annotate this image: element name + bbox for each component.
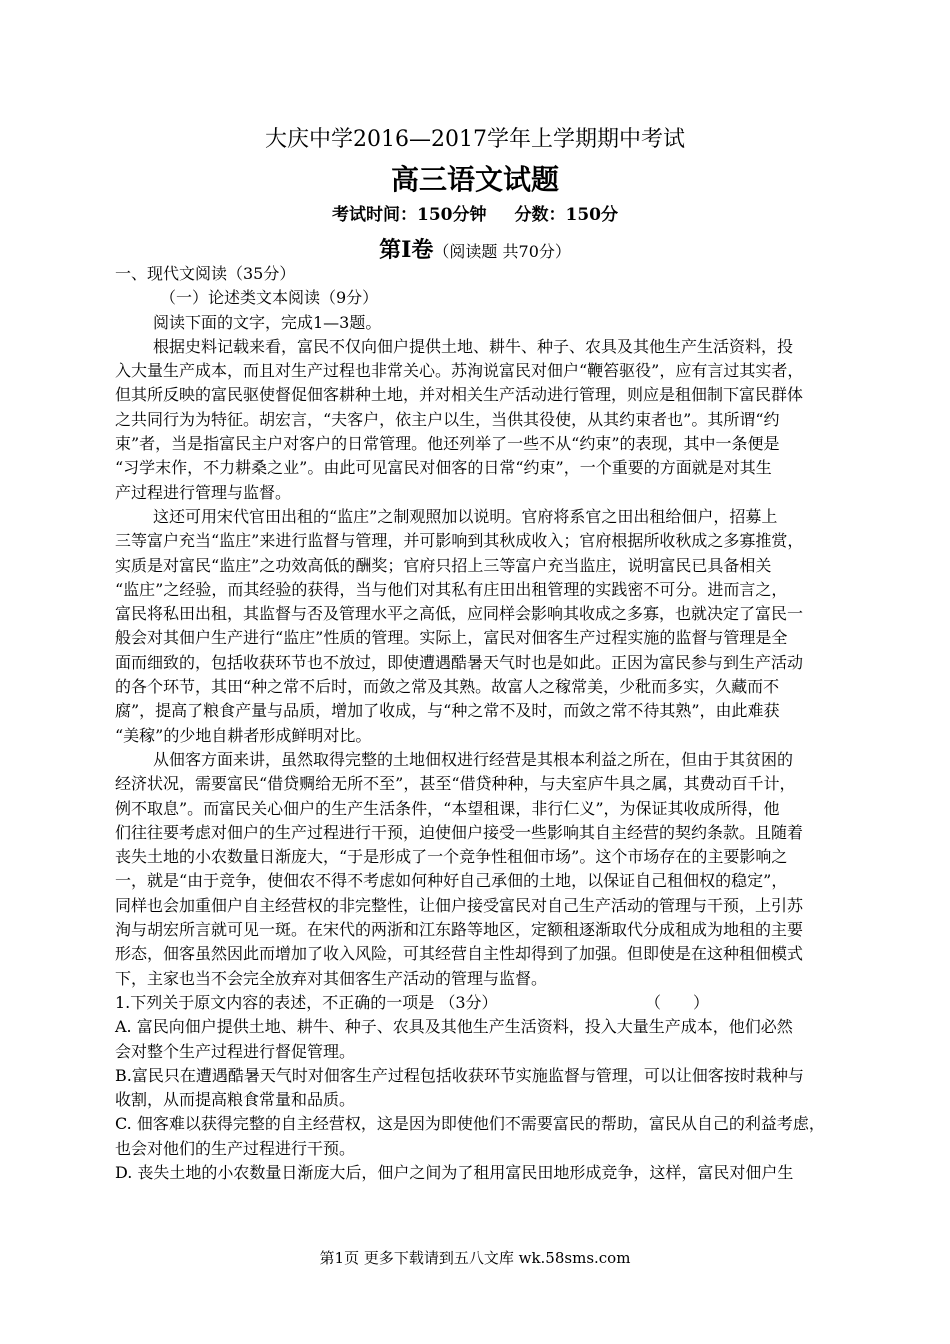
passage-line: 之共同行为为特征。胡宏言，“夫客户，依主户以生，当供其役使，从其约束者也”。其所谓“约 [115,409,780,429]
passage-line: 实质是对富民“监庄”之功效高低的酬奖；官府只招上三等富户充当监庄，说明富民已具备相关 [115,555,772,575]
exam-title: 高三语文试题 [390,163,559,196]
section-heading: 一、现代文阅读（35分） [115,264,296,283]
score-label: 分数：150分 [514,205,618,225]
passage-line: 般会对其佃户生产进行“监庄”性质的管理。实际上，富民对佃客生产过程实施的监督与管理是全 [115,628,788,648]
passage-line: 三等富户充当“监庄”来进行监督与管理，并可影响到其秋成收入；官府根据所收秋成之多寡推赏， [115,531,804,551]
question-1-stem [115,991,845,1015]
passage-line: 一，就是“由于竞争，使佃农不得不考虑如何种好自己承佃的土地，以保证自己租佃权的稳定”， [115,871,788,891]
passage-line: 洵与胡宏所言就可见一斑。在宋代的两浙和江东路等地区，定额租逐渐取代分成租成为地租的主要 [115,920,804,940]
passage-line: 面而细致的，包括收获环节也不放过，即使遭遇酷暑天气时也是如此。正因为富民参与到生产活动 [115,652,804,672]
question-1-text: 1.下列关于原文内容的表述，不正确的一项是 （3分） [115,992,498,1012]
passage-line: 丧失土地的小农数量日渐庞大，“于是形成了一个竞争性租佃市场”。这个市场存在的主要影响之 [115,847,788,867]
passage-line: 们往往要考虑对佃户的生产过程进行干预，迫使佃户接受一些影响其自主经营的契约条款。且随着 [115,822,804,842]
passage-line: 例不取息”。而富民关心佃户的生产生活条件，“本望租课，非行仁义”，为保证其收成所得，他 [115,798,780,818]
passage-line: 但其所反映的富民驱使督促佃客耕种土地，并对相关生产活动进行管理，则应是租佃制下富民群体 [115,385,804,405]
exam-info [0,200,950,225]
passage-line: “监庄”之经验，而其经验的获得，当与他们对其私有庄田出租管理的实践密不可分。进而言之， [115,579,788,599]
passage-line: 的各个环节，其田“种之常不后时，而敛之常及其熟。故富人之稼常美，少秕而多实，久藏而不 [115,677,780,697]
passage-line: 入大量生产成本，而且对生产过程也非常关心。苏洵说富民对佃户“鞭笞驱役”，应有言过其实者， [115,361,804,381]
passage-line: 经济状况，需要富民“借贷赒给无所不至”，甚至“借贷种种，与夫室庐牛具之属，其费动百千计， [115,774,796,794]
passage-line: 产过程进行管理与监督。 [115,482,292,502]
passage-line: 从佃客方面来讲，虽然取得完整的土地佃权进行经营是其根本利益之所在，但由于其贫困的 [153,749,794,769]
passage-line: 这还可用宋代官田出租的“监庄”之制观照加以说明。官府将系官之田出租给佃户，招募上 [153,506,778,526]
exam-body [115,262,845,1185]
passage-line: 束”者，当是指富民主户对客户的日常管理。他还列举了一些不从“约束”的表现，其中一条便是 [115,434,780,454]
option-c-line: 也会对他们的生产过程进行干预。 [115,1138,356,1158]
volume-sub: （阅读题 共70分） [433,242,571,261]
instruction: 阅读下面的文字，完成1—3题。 [153,312,382,332]
passage-line: 根据史料记载来看，富民不仅向佃户提供土地、耕牛、种子、农具及其他生产生活资料，投 [153,336,794,356]
option-c-line: C. 佃客难以获得完整的自主经营权，这是因为即使他们不需要富民的帮助，富民从自己的利益考虑， [115,1114,825,1134]
option-b-line: B.富民只在遭遇酷暑天气时对佃客生产过程包括收获环节实施监督与管理，可以让佃客按时栽种与 [115,1065,804,1085]
passage-line: 同样也会加重佃户自主经营权的非完整性，让佃户接受富民对自己生产活动的管理与干预，上引苏 [115,895,804,915]
passage-line: 下，主家也当不会完全放弃对其佃客生产活动的管理与监督。 [115,968,548,988]
volume-heading [0,233,950,264]
answer-blank: （ ） [645,992,710,1012]
time-label: 考试时间：150分钟 [332,205,487,225]
school-line: 大庆中学2016—2017学年上学期期中考试 [265,127,685,152]
passage-line: “习学末作，不力耕桑之业”。由此可见富民对佃客的日常“约束”，一个重要的方面就是对其生 [115,458,772,478]
page-footer: 第1页 更多下载请到五八文库 wk.58sms.com [319,1249,631,1267]
passage-line: “美稼”的少地自耕者形成鲜明对比。 [115,725,372,745]
option-d-line: D. 丧失土地的小农数量日渐庞大后，佃户之间为了租用富民田地形成竞争，这样，富民对佃户生 [115,1162,794,1182]
option-b-line: 收割，从而提高粮食常量和品质。 [115,1090,356,1110]
passage-line: 形态，佃客虽然因此而增加了收入风险，可其经营自主性却得到了加强。但即使是在这种租佃模式 [115,944,804,964]
passage-line: 腐”，提高了粮食产量与品质，增加了收成，与“种之常不及时，而敛之常不待其熟”，由此难获 [115,701,780,721]
option-a-line: 会对整个生产过程进行督促管理。 [115,1041,356,1061]
option-a-line: A. 富民向佃户提供土地、耕牛、种子、农具及其他生产生活资料，投入大量生产成本，他们必然 [115,1017,793,1037]
section-subheading: （一）论述类文本阅读（9分） [160,288,379,308]
passage-line: 富民将私田出租，其监督与否及管理水平之高低，应同样会影响其收成之多寡，也就决定了富民一 [115,604,804,624]
volume-main: 第Ⅰ卷 [379,237,434,263]
